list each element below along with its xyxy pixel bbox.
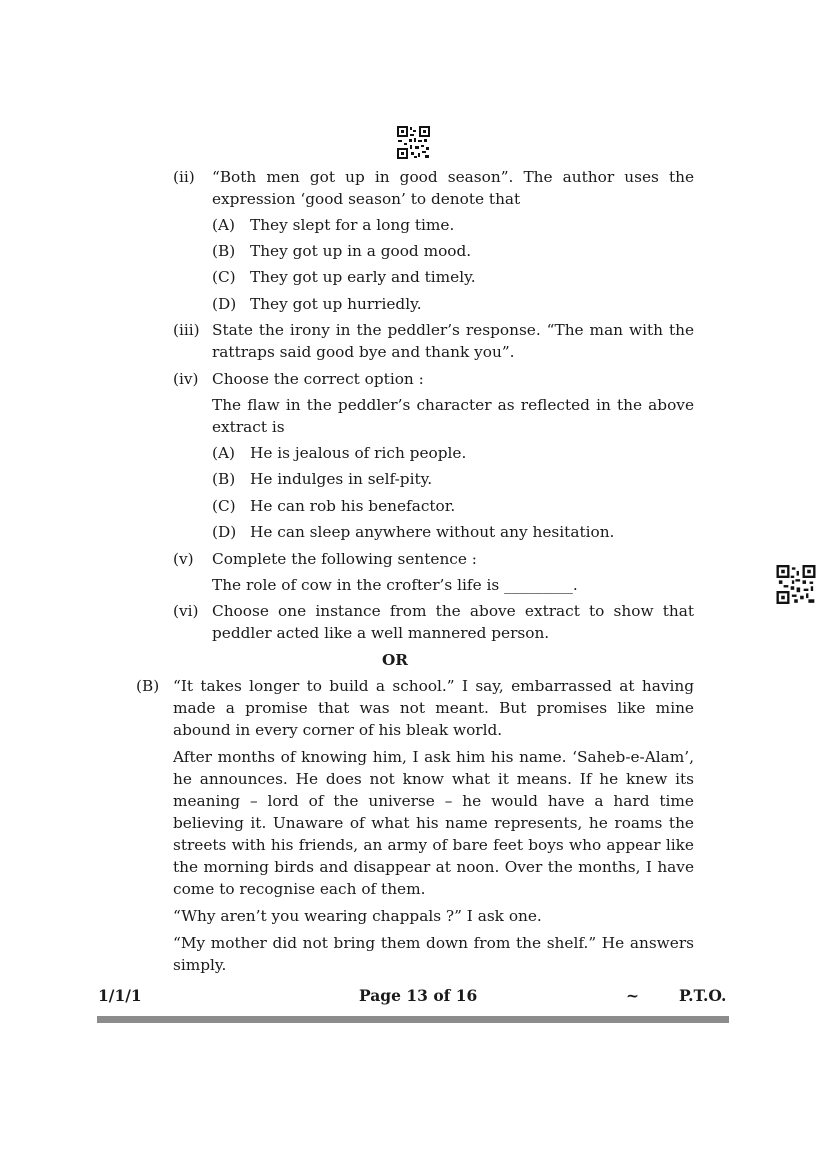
question-iv-option-b: He indulges in self-pity. xyxy=(250,470,433,488)
passage-paragraph-2: After months of knowing him, I ask him his name. ‘Saheb-e-Alam’, he announces. He does not know what it means. If he knew its meaning – lord of the universe – he would have a hard time believing it. Unaware of what his name represents, he roams the streets with his friends, an army of bare feet boys who appear like the morning birds and disappear at noon. Over the months, I have come to recognise each of them. xyxy=(173,748,694,898)
question-v-label: (v) xyxy=(173,550,194,568)
question-iv-option-a: He is jealous of rich people. xyxy=(250,444,467,462)
question-iv-option-b-label: (B) xyxy=(212,470,236,488)
question-ii-option-c: They got up early and timely. xyxy=(250,268,476,286)
question-ii-option-a-label: (A) xyxy=(212,216,235,234)
footer-tilde: ~ xyxy=(626,986,639,1005)
question-ii-option-b-label: (B) xyxy=(212,242,236,260)
question-ii-option-a: They slept for a long time. xyxy=(250,216,455,234)
footer-rule xyxy=(97,1016,729,1023)
please-turn-over: P.T.O. xyxy=(679,986,727,1005)
passage-paragraph-4: “My mother did not bring them down from the shelf.” He answers simply. xyxy=(173,934,694,974)
paper-code: 1/1/1 xyxy=(98,986,142,1005)
qr-code-top xyxy=(397,126,430,159)
question-iv-substem: The flaw in the peddler’s character as reflected in the above extract is xyxy=(212,396,694,436)
question-iv-label: (iv) xyxy=(173,370,199,388)
question-ii-stem: “Both men got up in good season”. The author uses the expression ‘good season’ to denote that xyxy=(212,168,694,208)
question-iv-option-d-label: (D) xyxy=(212,523,237,541)
question-v-substem: The role of cow in the crofter’s life is _________. xyxy=(212,576,578,594)
or-divider: OR xyxy=(381,651,409,669)
page-number: Page 13 of 16 xyxy=(359,986,478,1005)
question-ii-option-d: They got up hurriedly. xyxy=(250,295,422,313)
question-ii-label: (ii) xyxy=(173,168,195,186)
passage-paragraph-1: “It takes longer to build a school.” I say, embarrassed at having made a promise that was not meant. But promises like mine abound in every corner of his bleak world. xyxy=(173,677,694,739)
question-v-stem: Complete the following sentence : xyxy=(212,550,477,568)
question-iv-option-c-label: (C) xyxy=(212,497,236,515)
passage-paragraph-3: “Why aren’t you wearing chappals ?” I ask one. xyxy=(173,907,542,925)
question-iv-option-d: He can sleep anywhere without any hesitation. xyxy=(250,523,615,541)
question-iv-option-c: He can rob his benefactor. xyxy=(250,497,456,515)
question-iv-option-a-label: (A) xyxy=(212,444,235,462)
question-iii-stem: State the irony in the peddler’s response. “The man with the rattraps said good bye and thank you”. xyxy=(212,321,694,361)
qr-code-side xyxy=(776,565,816,604)
question-vi-label: (vi) xyxy=(173,602,199,620)
question-ii-option-c-label: (C) xyxy=(212,268,236,286)
question-iv-stem: Choose the correct option : xyxy=(212,370,424,388)
section-b-label: (B) xyxy=(136,677,160,695)
question-ii-option-b: They got up in a good mood. xyxy=(250,242,472,260)
question-iii-label: (iii) xyxy=(173,321,200,339)
question-vi-stem: Choose one instance from the above extract to show that peddler acted like a well mannered person. xyxy=(212,602,694,642)
question-ii-option-d-label: (D) xyxy=(212,295,237,313)
